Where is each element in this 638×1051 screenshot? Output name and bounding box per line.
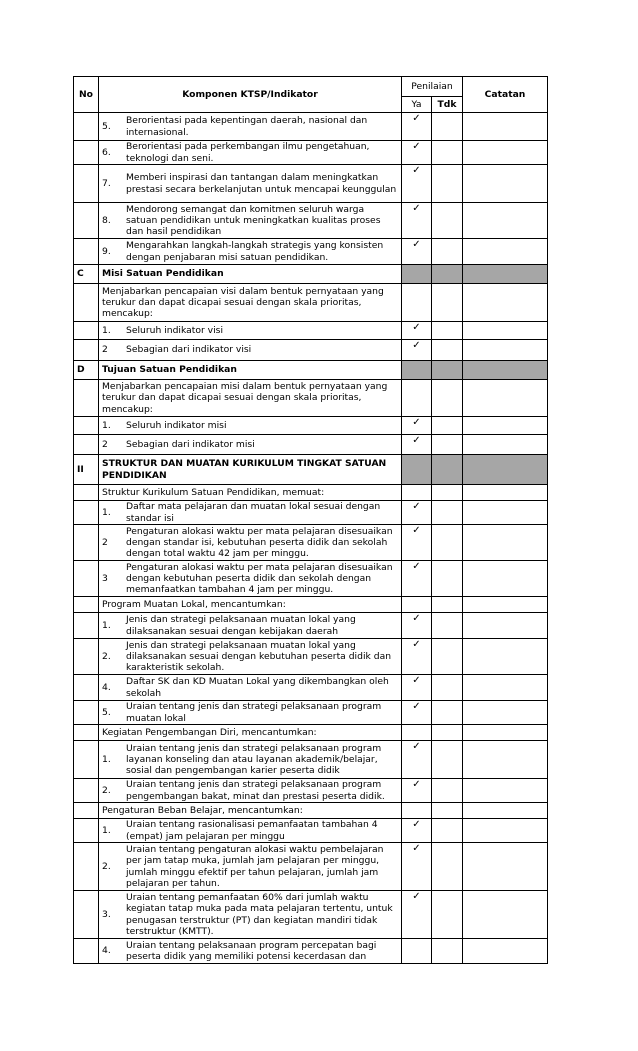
catatan-cell: [463, 819, 548, 843]
header-penilaian: Penilaian: [402, 77, 463, 97]
checkmark-icon: ✓: [412, 203, 421, 214]
checkmark-icon: ✓: [412, 741, 421, 752]
table-row: [74, 701, 548, 725]
ya-cell: [402, 501, 432, 525]
tdk-cell: [432, 725, 463, 741]
section-title: STRUKTUR DAN MUATAN KURIKULUM TINGKAT SATUAN PENDIDIKAN: [102, 458, 387, 481]
ya-cell: [402, 417, 432, 435]
item-number: 2.: [102, 650, 111, 662]
indicator-cell: [99, 501, 402, 525]
indicator-cell: [99, 891, 402, 939]
indicator-cell: [99, 725, 402, 741]
section-row: [74, 361, 548, 380]
item-number: 5.: [102, 706, 111, 718]
table-row: [74, 779, 548, 803]
indicator-cell: [99, 613, 402, 639]
ya-cell: [402, 485, 432, 501]
tdk-cell: [432, 613, 463, 639]
intro-text: Menjabarkan pencapaian visi dalam bentuk pernyataan yang terukur dan dapat dicapai sesuai dengan skala prioritas, mencakup:: [102, 285, 384, 320]
item-content: [102, 526, 398, 560]
catatan-cell: [463, 939, 548, 964]
item-text: Uraian tentang jenis dan strategi pelaksanaan program muatan lokal: [126, 701, 382, 724]
catatan-cell: [463, 284, 548, 322]
table-row: [74, 819, 548, 843]
section-number: D: [77, 364, 85, 376]
header-no: No: [74, 77, 99, 113]
catatan-cell: [463, 141, 548, 165]
catatan-cell: [463, 803, 548, 819]
indicator-cell: [99, 741, 402, 779]
table-row: [74, 891, 548, 939]
intro-row: [74, 803, 548, 819]
row-number-cell: [74, 725, 99, 741]
item-number: 1.: [102, 753, 111, 765]
tdk-cell: [432, 284, 463, 322]
item-text: Pengaturan alokasi waktu per mata pelajaran disesuaikan dengan kebutuhan peserta didik dan sekolah dengan memanfaatkan tambahan 4 jam per minggu.: [126, 561, 393, 596]
checkmark-icon: ✓: [412, 322, 421, 333]
catatan-cell: [463, 501, 548, 525]
row-number-cell: [74, 613, 99, 639]
table-row: [74, 639, 548, 675]
checkmark-icon: ✓: [412, 819, 421, 830]
row-number-cell: [74, 165, 99, 203]
table-row: [74, 322, 548, 340]
ya-cell: [402, 141, 432, 165]
intro-text: Menjabarkan pencapaian misi dalam bentuk pernyataan yang terukur dan dapat dicapai sesuai dengan skala prioritas, mencakup:: [102, 381, 388, 415]
table-body: [74, 113, 548, 964]
checkmark-icon: ✓: [412, 165, 421, 176]
tdk-cell: [432, 525, 463, 561]
catatan-cell: [463, 265, 548, 284]
catatan-cell: [463, 741, 548, 779]
catatan-cell: [463, 891, 548, 939]
item-number: 2.: [102, 784, 111, 796]
item-number: 2: [102, 344, 108, 356]
row-number-cell: [74, 561, 99, 597]
checkmark-icon: ✓: [412, 435, 421, 446]
table-row: [74, 525, 548, 561]
item-text: Seluruh indikator misi: [126, 419, 227, 431]
catatan-cell: [463, 239, 548, 265]
checkmark-icon: ✓: [412, 639, 421, 650]
table-row: [74, 165, 548, 203]
indicator-cell: [99, 525, 402, 561]
tdk-cell: [432, 561, 463, 597]
item-text: Uraian tentang pelaksanaan program percepatan bagi peserta didik yang memiliki potensi kecerdasan dan: [126, 939, 377, 962]
catatan-cell: [463, 485, 548, 501]
table-row: [74, 675, 548, 701]
ya-cell: [402, 843, 432, 891]
tdk-cell: [432, 340, 463, 361]
item-text: Berorientasi pada kepentingan daerah, nasional dan internasional.: [126, 115, 368, 138]
tdk-cell: [432, 891, 463, 939]
item-number: 5.: [102, 120, 111, 132]
row-number-cell: [74, 525, 99, 561]
tdk-cell: [432, 501, 463, 525]
ya-cell: [402, 340, 432, 361]
ktsp-indicator-table: [73, 76, 548, 964]
item-number: 3: [102, 572, 108, 584]
row-number-cell: [74, 485, 99, 501]
row-number-cell: [74, 361, 99, 380]
item-text: Mengarahkan langkah-langkah strategis yang konsisten dengan penjabaran misi satuan pendidikan.: [126, 240, 384, 263]
row-number-cell: [74, 597, 99, 613]
checkmark-icon: ✓: [412, 779, 421, 790]
tdk-cell: [432, 113, 463, 141]
item-content: [102, 640, 398, 674]
item-number: 1.: [102, 824, 111, 836]
tdk-cell: [432, 779, 463, 803]
intro-text: Pengaturan Beban Belajar, mencantumkan:: [102, 804, 303, 816]
table-row: [74, 561, 548, 597]
item-content: [102, 701, 398, 723]
row-number-cell: [74, 380, 99, 417]
catatan-cell: [463, 701, 548, 725]
section-row: [74, 265, 548, 284]
item-number: 4.: [102, 945, 111, 957]
row-number-cell: [74, 639, 99, 675]
indicator-cell: [99, 485, 402, 501]
indicator-cell: [99, 265, 402, 284]
ya-cell: [402, 701, 432, 725]
row-number-cell: [74, 340, 99, 361]
item-content: [102, 115, 398, 137]
tdk-cell: [432, 265, 463, 284]
tdk-cell: [432, 165, 463, 203]
item-text: Jenis dan strategi pelaksanaan muatan lokal yang dilaksanakan sesuai dengan kebijakan daerah: [126, 614, 356, 637]
row-number-cell: [74, 284, 99, 322]
indicator-cell: [99, 141, 402, 165]
section-title: Misi Satuan Pendidikan: [102, 268, 224, 280]
indicator-cell: [99, 675, 402, 701]
row-number-cell: [74, 701, 99, 725]
checkmark-icon: ✓: [412, 561, 421, 572]
catatan-cell: [463, 843, 548, 891]
ya-cell: [402, 939, 432, 964]
item-content: [102, 172, 398, 194]
tdk-cell: [432, 701, 463, 725]
tdk-cell: [432, 639, 463, 675]
header-komponen: Komponen KTSP/Indikator: [99, 77, 402, 113]
item-content: [102, 892, 398, 937]
catatan-cell: [463, 639, 548, 675]
item-content: [102, 204, 398, 238]
ya-cell: [402, 613, 432, 639]
catatan-cell: [463, 340, 548, 361]
table-row: [74, 501, 548, 525]
item-number: 2: [102, 536, 108, 548]
indicator-cell: [99, 803, 402, 819]
tdk-cell: [432, 939, 463, 964]
item-number: 3.: [102, 908, 111, 920]
table-row: [74, 843, 548, 891]
item-number: 1.: [102, 619, 111, 631]
indicator-cell: [99, 113, 402, 141]
row-number-cell: [74, 891, 99, 939]
item-content: [102, 676, 398, 698]
row-number-cell: [74, 843, 99, 891]
indicator-cell: [99, 639, 402, 675]
catatan-cell: [463, 525, 548, 561]
header-catatan: Catatan: [463, 77, 548, 113]
item-number: 1.: [102, 324, 111, 336]
ya-cell: [402, 361, 432, 380]
item-text: Uraian tentang jenis dan strategi pelaksanaan program pengembangan bakat, minat dan prestasi peserta didik.: [126, 779, 385, 802]
item-number: 9.: [102, 245, 111, 257]
tdk-cell: [432, 435, 463, 455]
ya-cell: [402, 639, 432, 675]
section-number: II: [77, 463, 84, 475]
item-text: Uraian tentang rasionalisasi pemanfaatan tambahan 4 (empat) jam pelajaran per minggu: [126, 819, 378, 842]
tdk-cell: [432, 803, 463, 819]
intro-row: [74, 284, 548, 322]
catatan-cell: [463, 361, 548, 380]
item-number: 1.: [102, 419, 111, 431]
row-number-cell: [74, 803, 99, 819]
row-number-cell: [74, 141, 99, 165]
intro-row: [74, 485, 548, 501]
catatan-cell: [463, 435, 548, 455]
item-content: [102, 562, 398, 596]
tdk-cell: [432, 322, 463, 340]
item-content: [102, 940, 398, 962]
ya-cell: [402, 435, 432, 455]
ya-cell: [402, 819, 432, 843]
item-number: 4.: [102, 681, 111, 693]
row-number-cell: [74, 417, 99, 435]
catatan-cell: [463, 380, 548, 417]
checkmark-icon: ✓: [412, 701, 421, 712]
row-number-cell: [74, 455, 99, 485]
item-content: [102, 344, 398, 355]
indicator-cell: [99, 284, 402, 322]
row-number-cell: [74, 819, 99, 843]
indicator-cell: [99, 939, 402, 964]
tdk-cell: [432, 380, 463, 417]
indicator-cell: [99, 361, 402, 380]
intro-row: [74, 380, 548, 417]
indicator-cell: [99, 701, 402, 725]
tdk-cell: [432, 485, 463, 501]
ya-cell: [402, 455, 432, 485]
section-row: [74, 455, 548, 485]
table-row: [74, 417, 548, 435]
section-title: Tujuan Satuan Pendidikan: [102, 364, 237, 376]
ya-cell: [402, 803, 432, 819]
indicator-cell: [99, 779, 402, 803]
item-text: Daftar mata pelajaran dan muatan lokal sesuai dengan standar isi: [126, 501, 381, 524]
item-text: Pengaturan alokasi waktu per mata pelajaran disesuaikan dengan standar isi, kebutuhan peserta didik dan sekolah dengan total waktu 42 jam per minggu.: [126, 525, 393, 560]
header-row: [74, 77, 548, 97]
table-row: [74, 141, 548, 165]
item-number: 8.: [102, 214, 111, 226]
table-row: [74, 113, 548, 141]
item-content: [102, 779, 398, 801]
item-content: [102, 439, 398, 450]
tdk-cell: [432, 455, 463, 485]
tdk-cell: [432, 597, 463, 613]
tdk-cell: [432, 141, 463, 165]
ya-cell: [402, 597, 432, 613]
ya-cell: [402, 725, 432, 741]
row-number-cell: [74, 239, 99, 265]
table-row: [74, 435, 548, 455]
row-number-cell: [74, 265, 99, 284]
item-number: 2: [102, 438, 108, 450]
item-content: [102, 420, 398, 431]
indicator-cell: [99, 165, 402, 203]
section-number: C: [77, 268, 84, 280]
ya-cell: [402, 203, 432, 239]
ya-cell: [402, 741, 432, 779]
row-number-cell: [74, 203, 99, 239]
catatan-cell: [463, 165, 548, 203]
item-number: 1.: [102, 506, 111, 518]
item-text: Uraian tentang pengaturan alokasi waktu pembelajaran per jam tatap muka, jumlah jam pelajaran per minggu, jumlah minggu efektif per tahun pelajaran, jumlah jam pelajaran per tahun.: [126, 844, 384, 889]
intro-text: Program Muatan Lokal, mencantumkan:: [102, 598, 286, 610]
item-content: [102, 743, 398, 777]
catatan-cell: [463, 613, 548, 639]
item-text: Mendorong semangat dan komitmen seluruh warga satuan pendidikan untuk meningkatkan kualitas proses dan hasil pendidikan: [126, 203, 381, 238]
item-content: [102, 240, 398, 262]
item-text: Uraian tentang jenis dan strategi pelaksanaan program layanan konseling dan atau layanan akademik/belajar, sosial dan pengembangan karier peserta didik: [126, 742, 382, 777]
indicator-cell: [99, 380, 402, 417]
table-row: [74, 741, 548, 779]
ya-cell: [402, 891, 432, 939]
item-text: Memberi inspirasi dan tantangan dalam meningkatkan prestasi secara berkelanjutan untuk mencapai keunggulan: [126, 172, 397, 195]
checkmark-icon: ✓: [412, 239, 421, 250]
indicator-cell: [99, 843, 402, 891]
item-text: Seluruh indikator visi: [126, 324, 224, 336]
catatan-cell: [463, 675, 548, 701]
intro-text: Kegiatan Pengembangan Diri, mencantumkan:: [102, 726, 317, 738]
row-number-cell: [74, 741, 99, 779]
tdk-cell: [432, 741, 463, 779]
row-number-cell: [74, 322, 99, 340]
indicator-cell: [99, 322, 402, 340]
indicator-cell: [99, 340, 402, 361]
ya-cell: [402, 239, 432, 265]
tdk-cell: [432, 843, 463, 891]
catatan-cell: [463, 725, 548, 741]
checkmark-icon: ✓: [412, 417, 421, 428]
item-number: 7.: [102, 177, 111, 189]
row-number-cell: [74, 939, 99, 964]
checkmark-icon: ✓: [412, 675, 421, 686]
header-ya: Ya: [402, 97, 432, 113]
catatan-cell: [463, 322, 548, 340]
ya-cell: [402, 525, 432, 561]
checkmark-icon: ✓: [412, 843, 421, 854]
intro-text: Struktur Kurikulum Satuan Pendidikan, memuat:: [102, 486, 325, 498]
indicator-cell: [99, 597, 402, 613]
indicator-cell: [99, 435, 402, 455]
item-text: Berorientasi pada perkembangan ilmu pengetahuan, teknologi dan seni.: [126, 141, 370, 164]
item-content: [102, 614, 398, 636]
header-tdk: Tdk: [432, 97, 463, 113]
item-number: 6.: [102, 146, 111, 158]
item-content: [102, 325, 398, 336]
tdk-cell: [432, 239, 463, 265]
ya-cell: [402, 675, 432, 701]
table-row: [74, 203, 548, 239]
tdk-cell: [432, 675, 463, 701]
table-row: [74, 939, 548, 964]
ya-cell: [402, 380, 432, 417]
table-row: [74, 613, 548, 639]
item-number: 2.: [102, 860, 111, 872]
intro-row: [74, 597, 548, 613]
table-row: [74, 340, 548, 361]
catatan-cell: [463, 203, 548, 239]
catatan-cell: [463, 113, 548, 141]
checkmark-icon: ✓: [412, 525, 421, 536]
item-content: [102, 844, 398, 889]
indicator-cell: [99, 203, 402, 239]
row-number-cell: [74, 779, 99, 803]
item-text: Jenis dan strategi pelaksanaan muatan lokal yang dilaksanakan sesuai dengan kebutuhan peserta didik dan karakteristik sekolah.: [126, 639, 392, 674]
row-number-cell: [74, 675, 99, 701]
ya-cell: [402, 265, 432, 284]
table-row: [74, 239, 548, 265]
item-text: Sebagian dari indikator misi: [126, 438, 255, 450]
checkmark-icon: ✓: [412, 113, 421, 124]
indicator-cell: [99, 239, 402, 265]
tdk-cell: [432, 203, 463, 239]
catatan-cell: [463, 417, 548, 435]
item-content: [102, 501, 398, 523]
item-text: Daftar SK dan KD Muatan Lokal yang dikembangkan oleh sekolah: [126, 676, 389, 699]
item-text: Uraian tentang pemanfaatan 60% dari jumlah waktu kegiatan tatap muka pada mata pelajaran tertentu, untuk penugasan terstruktur (PT) dan kegiatan mandiri tidak terstruktur (KMTT).: [126, 892, 393, 937]
ya-cell: [402, 113, 432, 141]
row-number-cell: [74, 113, 99, 141]
checkmark-icon: ✓: [412, 141, 421, 152]
checkmark-icon: ✓: [412, 613, 421, 624]
ya-cell: [402, 322, 432, 340]
row-number-cell: [74, 435, 99, 455]
intro-row: [74, 725, 548, 741]
catatan-cell: [463, 779, 548, 803]
tdk-cell: [432, 819, 463, 843]
indicator-cell: [99, 455, 402, 485]
row-number-cell: [74, 501, 99, 525]
ya-cell: [402, 165, 432, 203]
catatan-cell: [463, 455, 548, 485]
checkmark-icon: ✓: [412, 340, 421, 351]
catatan-cell: [463, 561, 548, 597]
item-content: [102, 819, 398, 841]
catatan-cell: [463, 597, 548, 613]
item-content: [102, 141, 398, 163]
item-text: Sebagian dari indikator visi: [126, 344, 252, 356]
ya-cell: [402, 284, 432, 322]
ya-cell: [402, 561, 432, 597]
indicator-cell: [99, 561, 402, 597]
checkmark-icon: ✓: [412, 891, 421, 902]
indicator-cell: [99, 417, 402, 435]
checkmark-icon: ✓: [412, 501, 421, 512]
ya-cell: [402, 779, 432, 803]
indicator-cell: [99, 819, 402, 843]
tdk-cell: [432, 361, 463, 380]
tdk-cell: [432, 417, 463, 435]
